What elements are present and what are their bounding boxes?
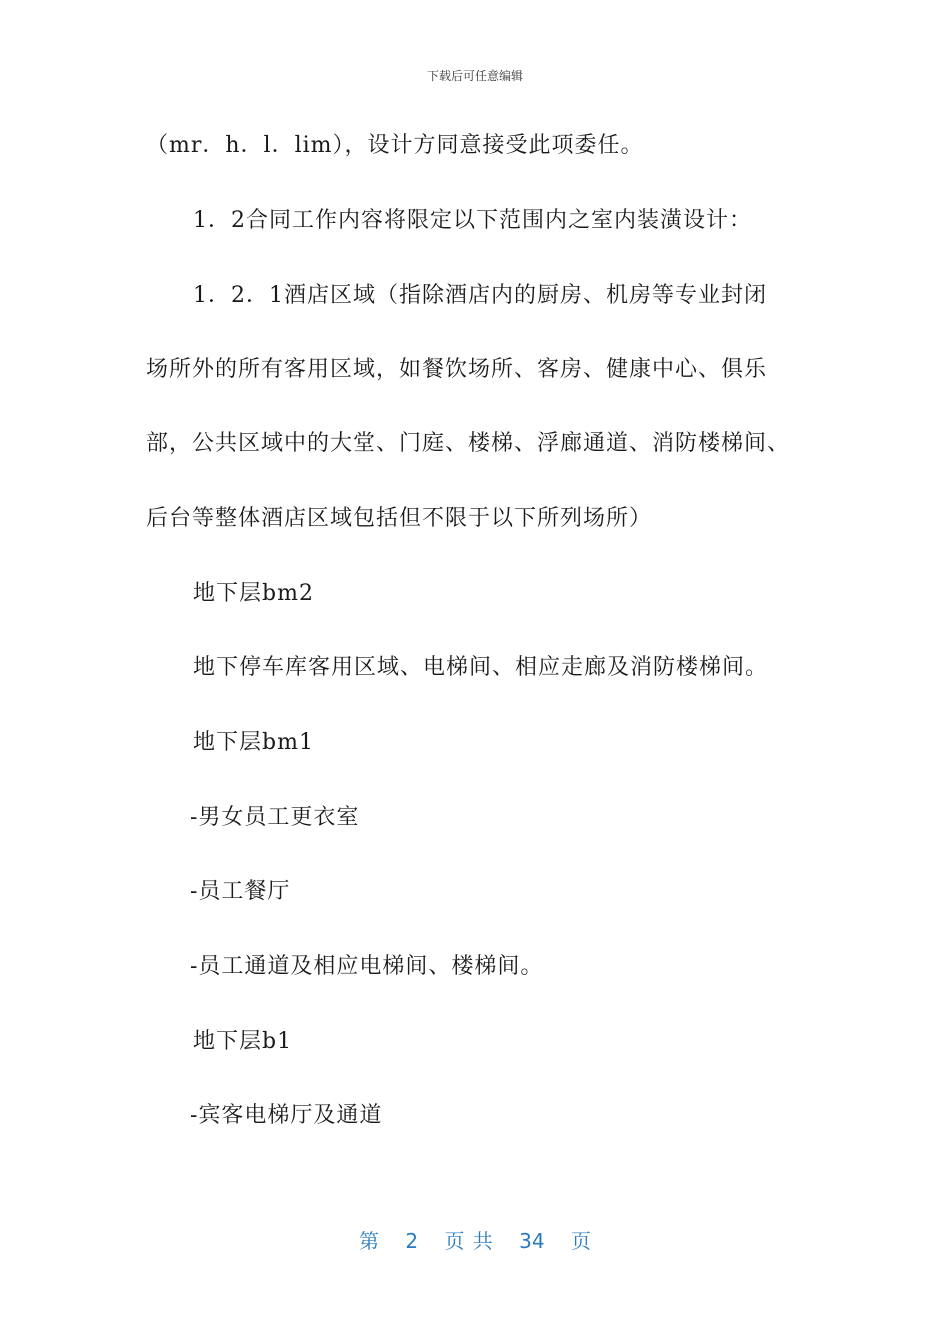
body-line-13: 地下层b1 — [193, 1029, 293, 1054]
body-line-7: 地下层bm2 — [193, 581, 314, 606]
body-line-10: -男女员工更衣室 — [190, 805, 360, 830]
footer-middle: 页 共 — [444, 1229, 493, 1253]
body-line-1: （mr．h．l．lim），设计方同意接受此项委任。 — [146, 133, 644, 158]
body-line-14: -宾客电梯厅及通道 — [190, 1103, 383, 1128]
footer-suffix: 页 — [570, 1229, 591, 1253]
body-line-2: 1．2合同工作内容将限定以下范围内之室内装潢设计： — [193, 208, 752, 233]
footer-total-pages: 34 — [519, 1229, 545, 1253]
body-line-9: 地下层bm1 — [193, 730, 314, 755]
page-header: 下载后可任意编辑 — [426, 69, 523, 83]
body-line-8: 地下停车库客用区域、电梯间、相应走廊及消防楼梯间。 — [193, 655, 769, 680]
body-line-12: -员工通道及相应电梯间、楼梯间。 — [190, 954, 544, 979]
footer-current-page: 2 — [405, 1229, 419, 1253]
body-line-11: -员工餐厅 — [190, 879, 291, 904]
body-line-6: 后台等整体酒店区域包括但不限于以下所列场所） — [146, 506, 653, 531]
page-footer — [0, 1225, 950, 1254]
footer-prefix: 第 — [359, 1229, 379, 1253]
body-line-3: 1．2．1酒店区域（指除酒店内的厨房、机房等专业封闭 — [193, 283, 767, 308]
body-line-4: 场所外的所有客用区域，如餐饮场所、客房、健康中心、俱乐 — [146, 357, 768, 382]
body-line-5: 部，公共区域中的大堂、门庭、楼梯、浮廊通道、消防楼梯间、 — [146, 431, 791, 456]
